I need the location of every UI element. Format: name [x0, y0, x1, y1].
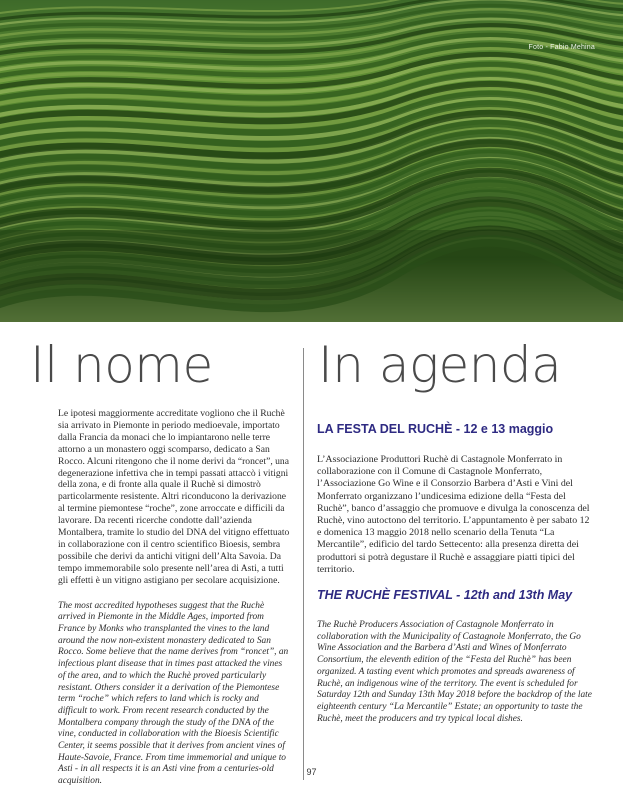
name-origin-text-en: The most accredited hypotheses suggest that the Ruchè arrived in Piemonte in the Middle Ages, imported from France by Monks who transplanted the vines to the land around the now non-existent monastery dedicated to San Rocco. Some believe that the name derives from “roncet”, an infectious plant disease that in times past attacked the vines of the area, and to which the Ruchè proved particularly resistant. Others consider it a derivation of the Piemontese term “roche” which refers to land which is rocky and difficult to work. From recent research conducted by the Montalbera company through the study of the DNA of the vine, conducted in collaboration with the Bioesis Scientific Center, it seems possible that it derives from ancient vines of Haute-Savoie, France. From time immemorial and unique to Asti - in all respects it is an Asti vine from a centuries-old acquisition. — [58, 600, 289, 787]
event-title-it: LA FESTA DEL RUCHÈ - 12 e 13 maggio — [317, 422, 554, 436]
column-divider — [303, 348, 304, 780]
vineyard-photo — [0, 0, 623, 322]
right-column — [317, 422, 595, 725]
name-origin-text-it: Le ipotesi maggiormente accreditate vogliono che il Ruchè sia arrivato in Piemonte in periodo medioevale, importato dalla Francia da monaci che lo impiantarono nelle terre attorno a un monastero oggi scomparso, dedicato a San Rocco. Alcuni ritengono che il nome derivi da “roncet”, una degenerazione infettiva che in tempi passati attaccò i vitigni della zona, e di fronte alla quale il Ruchè si dimostrò particolarmente resistente. Altri riconducono la derivazione al termine piemontese “roche”, zone arroccate e difficili da lavorare. Da recenti ricerche condotte dall’azienda Montalbera, tramite lo studio del DNA del vitigno effettuato in collaborazione con il centro scientifico Bioesis, sembra possibile che derivi da antichi vitigni dell’Alta Savoia. Da tempo immemorabile solo presente nell’area di Asti, a tutti gli effetti è un vitigno astigiano per secolare acquisizione. — [58, 408, 290, 586]
page-number: 97 — [306, 767, 317, 777]
left-column — [58, 408, 290, 788]
photo-credit: Foto - Fabio Mehina — [528, 44, 595, 51]
event-text-it: L’Associazione Produttori Ruchè di Castagnole Monferrato in collaborazione con il Comune di Castagnole Monferrato, l’Associazione Go Wine e il Consorzio Barbera d’Asti e Vini del Monferrato organizzano l’undicesima edizione della “Festa del Ruchè”, banco d’assaggio che promuove e divulga la conoscenza del Ruchè, vino autoctono del territorio. L’appuntamento è per sabato 12 e domenica 13 maggio 2018 nello scenario della Tenuta “La Mercantile”, edificio del tardo Settecento: alla presenza diretta dei produttori si potrà degustare il Ruchè e assaggiare piatti tipici del territorio. — [317, 454, 590, 575]
section-heading-in-agenda: In agenda — [318, 336, 562, 394]
event-text-en: The Ruchè Producers Association of Castagnole Monferrato in collaboration with the Municipality of Castagnole Monferrato, the Go Wine Association and the Barbera d’Asti and Wines of Monferrato Consortium, the eleventh edition of the “Festa del Ruchè” has been organized. A tasting event which promotes and spreads awareness of Ruchè, an indigenous wine of the territory. The event is scheduled for Saturday 12th and Sunday 13th May 2018 before the backdrop of the late eighteenth century “La Mercantile” Estate; an opportunity to taste the Ruchè, meet the producers and try typical local dishes. — [317, 620, 592, 724]
foreground-shadow — [0, 230, 623, 322]
section-heading-il-nome: Il nome — [30, 336, 213, 394]
event-title-en: THE RUCHÈ FESTIVAL - 12th and 13th May — [317, 588, 573, 603]
